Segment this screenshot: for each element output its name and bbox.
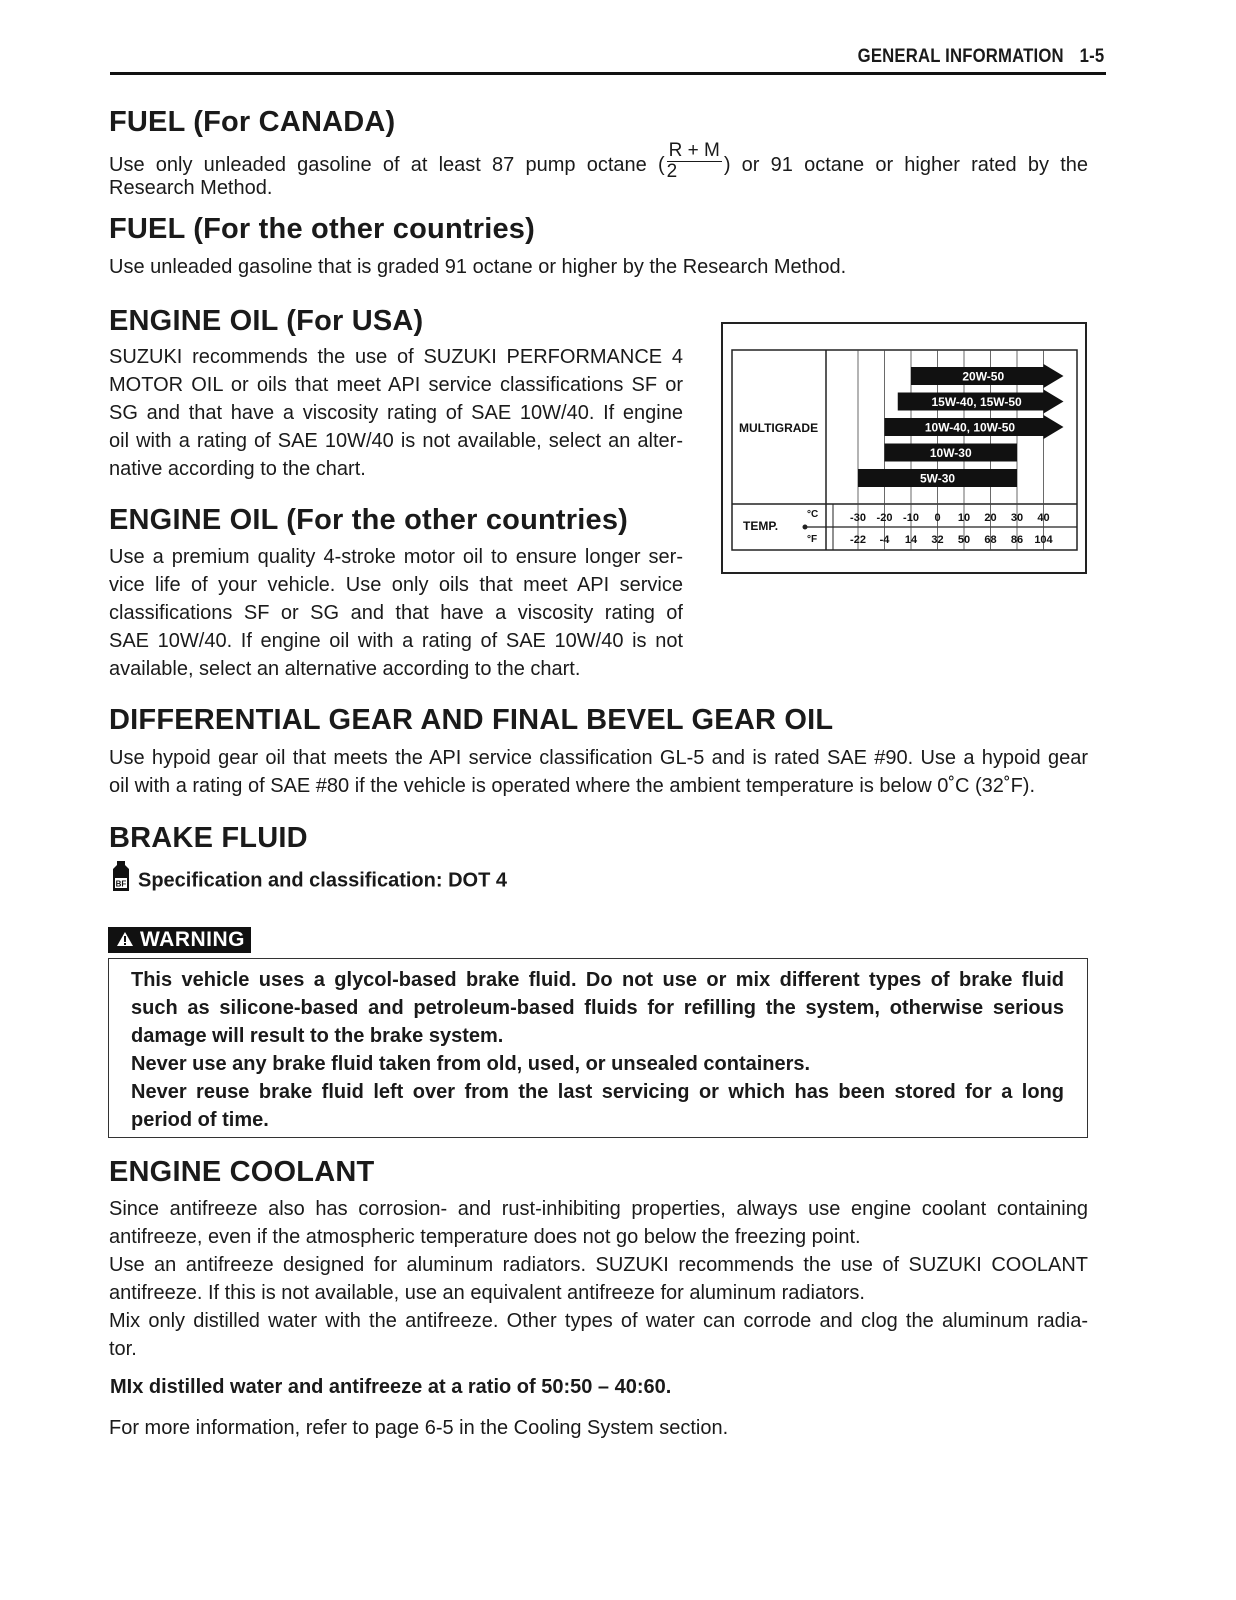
header-rule [110,72,1106,75]
brake-spec [110,862,507,900]
heading-fuel-other: FUEL (For the other countries) [109,213,535,245]
warning-label-text: WARNING [140,928,245,951]
tick-label-fahrenheit: 68 [984,534,997,546]
diff-gear-line: oil with a rating of SAE #80 if the vehicle is operated where the ambient temperature is below 0˚C (32˚F). [109,775,1036,797]
tick-label-celsius: 20 [984,512,997,524]
oil-other-line: Use a premium quality 4-stroke motor oil to ensure longer ser- [109,546,683,568]
tick-label-celsius: 30 [1010,512,1024,524]
diff-gear-line: Use hypoid gear oil that meets the API service classification GL-5 and is rated SAE #90. Use a hypoid gear [109,747,1088,769]
viscosity-bar-label: 5W-30 [919,471,956,486]
coolant-paragraph [109,1195,1088,1363]
coolant-mix-ratio: MIx distilled water and antifreeze at a ratio of 50:50 – 40:60. [110,1376,672,1398]
fraction-numerator: R + M [668,140,720,161]
page-number: 1-5 [1079,46,1104,67]
fraction-denominator: 2 [666,161,678,182]
brake-fluid-icon [110,860,132,898]
warning-label [108,927,251,953]
temp-label: TEMP. [743,519,779,533]
warning-line: period of time. [131,1109,269,1131]
coolant-line: tor. [109,1338,137,1360]
viscosity-bar-label: 10W-30 [929,446,972,460]
brake-fluid-icon-label: BF [115,879,127,889]
oil-other-line: SAE 10W/40. If engine oil with a rating of SAE 10W/40 is not [109,630,683,652]
warning-line: damage will result to the brake system. [131,1025,504,1047]
viscosity-bar-label: 10W-40, 10W-50 [924,420,1016,435]
tick-label-celsius: -10 [903,512,919,524]
heading-oil-other: ENGINE OIL (For the other countries) [109,504,629,536]
coolant-more-info: For more information, refer to page 6-5 in the Cooling System section. [109,1417,729,1439]
coolant-line: Use an antifreeze designed for aluminum radiators. SUZUKI recommends the use of SUZUKI COOLANT [109,1254,1088,1276]
coolant-line: Since antifreeze also has corrosion- and rust-inhibiting properties, always use engine coolant containing [109,1198,1088,1220]
oil-usa-paragraph [109,343,683,483]
tick-label-fahrenheit: 104 [1034,534,1053,546]
tick-label-celsius: -30 [850,512,866,524]
section-name: GENERAL INFORMATION [857,46,1064,67]
tick-label-fahrenheit: 14 [904,534,918,546]
heading-fuel-canada: FUEL (For CANADA) [109,106,396,138]
oil-other-line: vice life of your vehicle. Use only oils that meet API service [109,574,683,596]
unit-celsius-label: °C [807,509,819,520]
multigrade-label: MULTIGRADE [739,421,819,435]
warning-text [131,966,1064,1134]
fuel-other-text: Use unleaded gasoline that is graded 91 octane or higher by the Research Method. [109,256,847,278]
fuel-canada-text-post: ) or 91 octane or higher rated by the [723,153,1088,176]
viscosity-chart-svg [723,324,1085,572]
oil-other-paragraph [109,543,683,683]
oil-other-line: classifications SF or SG and that have a viscosity rating of [109,602,683,624]
oil-usa-line: SG and that have a viscosity rating of SAE 10W/40. If engine [109,402,683,424]
heading-diff-gear: DIFFERENTIAL GEAR AND FINAL BEVEL GEAR OIL [109,704,834,736]
oil-other-line: available, select an alternative according to the chart. [109,658,581,680]
oil-usa-line: native according to the chart. [109,458,366,480]
viscosity-bar-label: 20W-50 [962,369,1005,384]
coolant-line: Mix only distilled water with the antifreeze. Other types of water can corrode and clog the aluminum radia- [109,1310,1088,1332]
viscosity-bar-label: 15W-40, 15W-50 [931,395,1022,409]
viscosity-chart [721,322,1087,574]
warning-line: Never use any brake fluid taken from old, used, or unsealed containers. [131,1053,811,1075]
warning-triangle-icon [116,928,134,952]
tick-label-fahrenheit: 32 [931,534,944,546]
warning-line: Never reuse brake fluid left over from the last servicing or which has been stored for a long [131,1081,1064,1103]
heading-engine-coolant: ENGINE COOLANT [109,1156,375,1188]
running-header [857,46,1104,68]
oil-usa-line: MOTOR OIL or oils that meet API service classifications SF or [109,374,683,396]
octane-fraction [667,141,722,182]
brake-spec-text: Specification and classification: DOT 4 [138,869,507,892]
coolant-line: antifreeze, even if the atmospheric temperature does not go below the freezing point. [109,1226,861,1248]
heading-oil-usa: ENGINE OIL (For USA) [109,305,424,337]
warning-line: This vehicle uses a glycol-based brake fluid. Do not use or mix different types of brake fluid [131,969,1064,991]
tick-label-celsius: 0 [934,512,941,524]
heading-brake-fluid: BRAKE FLUID [109,822,308,854]
oil-usa-line: SUZUKI recommends the use of SUZUKI PERFORMANCE 4 [109,346,683,368]
tick-label-celsius: 10 [957,512,971,524]
tick-label-fahrenheit: -4 [879,534,890,546]
tick-label-celsius: -20 [876,512,893,524]
warning-line: such as silicone-based and petroleum-based fluids for refilling the system, otherwise serious [131,997,1064,1019]
tick-label-celsius: 40 [1037,512,1050,524]
unit-fahrenheit-label: °F [807,534,818,545]
fuel-canada-text-pre: Use only unleaded gasoline of at least 87 pump octane ( [109,153,665,176]
fuel-canada-line-2: Research Method. [109,177,273,199]
tick-label-fahrenheit: -22 [850,534,866,546]
tick-label-fahrenheit: 86 [1010,534,1024,546]
oil-usa-line: oil with a rating of SAE 10W/40 is not available, select an alter- [109,430,683,452]
tick-label-fahrenheit: 50 [957,534,971,546]
diff-gear-paragraph [109,744,1088,800]
coolant-line: antifreeze. If this is not available, use an equivalent antifreeze for aluminum radiators. [109,1282,865,1304]
